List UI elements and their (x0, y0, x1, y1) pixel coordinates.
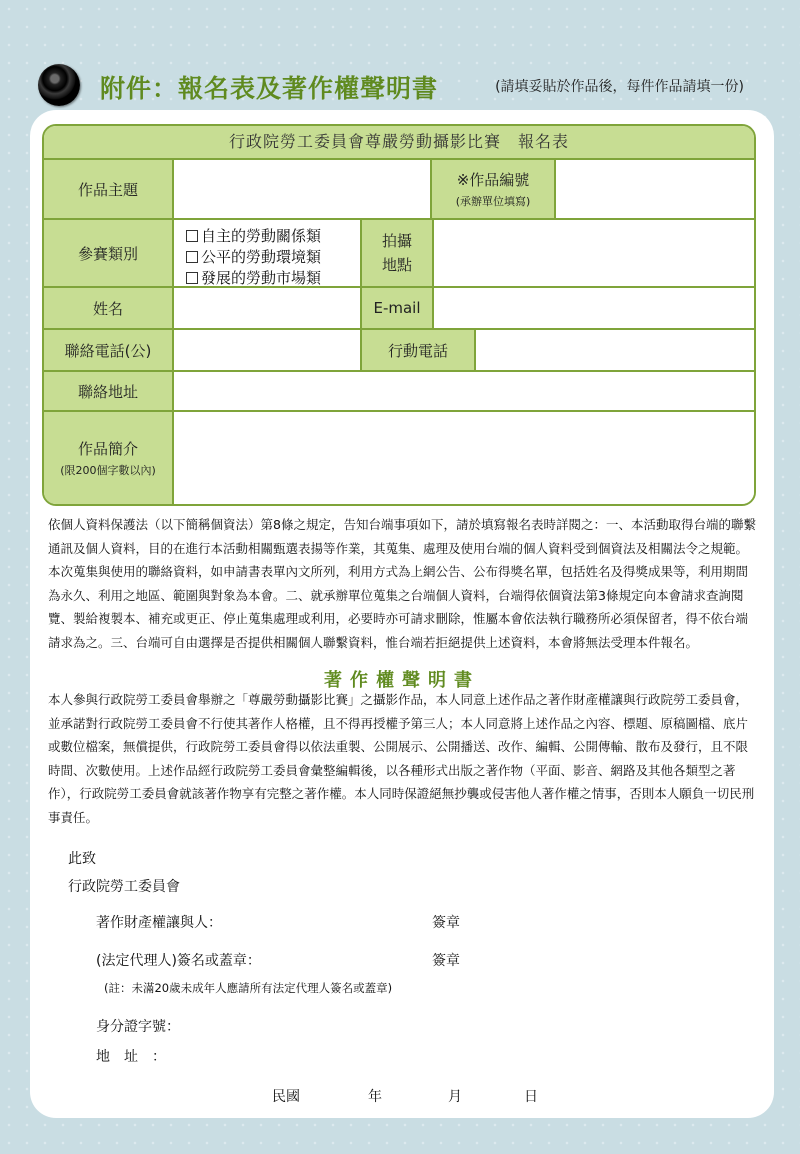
checkbox-icon[interactable] (186, 230, 198, 242)
address-label: 聯絡地址 (44, 372, 174, 412)
office-phone-field[interactable] (174, 330, 362, 372)
assignor-signature-label: 簽章 (432, 915, 460, 931)
document-paper (30, 110, 774, 1118)
category-option-1[interactable]: 自主的勞動關係類 (186, 226, 360, 247)
work-number-label: ※作品編號 (承辦單位填寫) (432, 160, 556, 220)
address-field[interactable] (174, 372, 754, 412)
date-month: 月 (448, 1089, 462, 1105)
category-option-3[interactable]: 發展的勞動市場類 (186, 268, 360, 289)
registration-form (42, 124, 756, 506)
salutation: 此致 (68, 851, 96, 867)
intro-field[interactable] (174, 412, 754, 504)
assignor-label: 著作財產權讓與人： (96, 915, 222, 931)
page-header (28, 62, 768, 110)
recipient: 行政院勞工委員會 (68, 879, 180, 895)
date-day: 日 (524, 1089, 538, 1105)
name-field[interactable] (174, 288, 362, 330)
fill-instruction-note: (請填妥貼於作品後，每件作品請填一份) (495, 79, 744, 95)
guardian-signature-label: 簽章 (432, 953, 460, 969)
email-field[interactable] (434, 288, 754, 330)
privacy-notice: 依個人資料保護法（以下簡稱個資法）第8條之規定，告知台端事項如下，請於填寫報名表時詳閱之：一、本活動取得台端的聯繫通訊及個人資料，目的在進行本活動相關甄選表揚等作業，其蒐集、處理及使用台端的個人資料受到個資法及相關法令之規範。本次蒐集與使用的聯絡資料，如申請書表單內文所列，利用方式為上網公告、公布得獎名單，包括姓名及得獎成果等，利用期間為永久、利用之地區、範圍與對象為本會。二、就承辦單位蒐集之台端個人資料，台端得依個資法第3條規定向本會請求查詢閱覽、製給複製本、補充或更正、停止蒐集處理或利用，必要時亦可請求刪除，惟屬本會依法執行職務所必須保留者，得不依台端請求為之。三、台端可自由選擇是否提供相關個人聯繫資料，惟台端若拒絕提供上述資料，本會將無法受理本件報名。 (48, 517, 756, 650)
email-label: E-mail (362, 288, 434, 330)
checkbox-icon[interactable] (186, 272, 198, 284)
theme-label: 作品主題 (44, 160, 174, 220)
camera-lens-icon (38, 64, 80, 106)
id-number-label: 身分證字號： (96, 1019, 180, 1035)
intro-label: 作品簡介 (限200個字數以內) (44, 412, 174, 504)
mobile-field[interactable] (476, 330, 754, 372)
guardian-note: (註：未滿20歲未成年人應請所有法定代理人簽名或蓋章) (104, 981, 393, 995)
mobile-label: 行動電話 (362, 330, 476, 372)
copyright-statement: 本人參與行政院勞工委員會舉辦之「尊嚴勞動攝影比賽」之攝影作品，本人同意上述作品之著作財產權讓與行政院勞工委員會，並承諾對行政院勞工委員會不行使其著作人格權，且不得再授權予第三人；本人同意將上述作品之內容、標題、原稿圖檔、底片或數位檔案，無償提供，行政院勞工委員會得以依法重製、公開展示、公開播送、改作、編輯、公開傳輸、散布及發行，且不限時間、次數使用。上述作品經行政院勞工委員會彙整編輯後，以各種形式出版之著作物（平面、影音、網路及其他各類型之著作），行政院勞工委員會就該著作物享有完整之著作權。本人同時保證絕無抄襲或侵害他人著作權之情事，否則本人願負一切民刑事責任。 (48, 692, 755, 825)
checkbox-icon[interactable] (186, 251, 198, 263)
date-year: 年 (368, 1089, 382, 1105)
guardian-label: (法定代理人)簽名或蓋章： (96, 953, 261, 969)
category-option-2[interactable]: 公平的勞動環境類 (186, 247, 360, 268)
category-options (174, 220, 362, 288)
office-phone-label: 聯絡電話(公) (44, 330, 174, 372)
signer-address-label: 地 址 ： (96, 1049, 166, 1065)
name-label: 姓名 (44, 288, 174, 330)
form-title: 行政院勞工委員會尊嚴勞動攝影比賽 報名表 (44, 126, 754, 160)
location-label: 拍攝地點 (362, 220, 434, 288)
category-label: 參賽類別 (44, 220, 174, 288)
page-title: 附件：報名表及著作權聲明書 (100, 74, 439, 103)
date-era: 民國 (272, 1089, 300, 1105)
theme-field[interactable] (174, 160, 432, 220)
work-number-field[interactable] (556, 160, 754, 220)
copyright-heading: 著作權聲明書 (324, 670, 480, 691)
location-field[interactable] (434, 220, 754, 288)
